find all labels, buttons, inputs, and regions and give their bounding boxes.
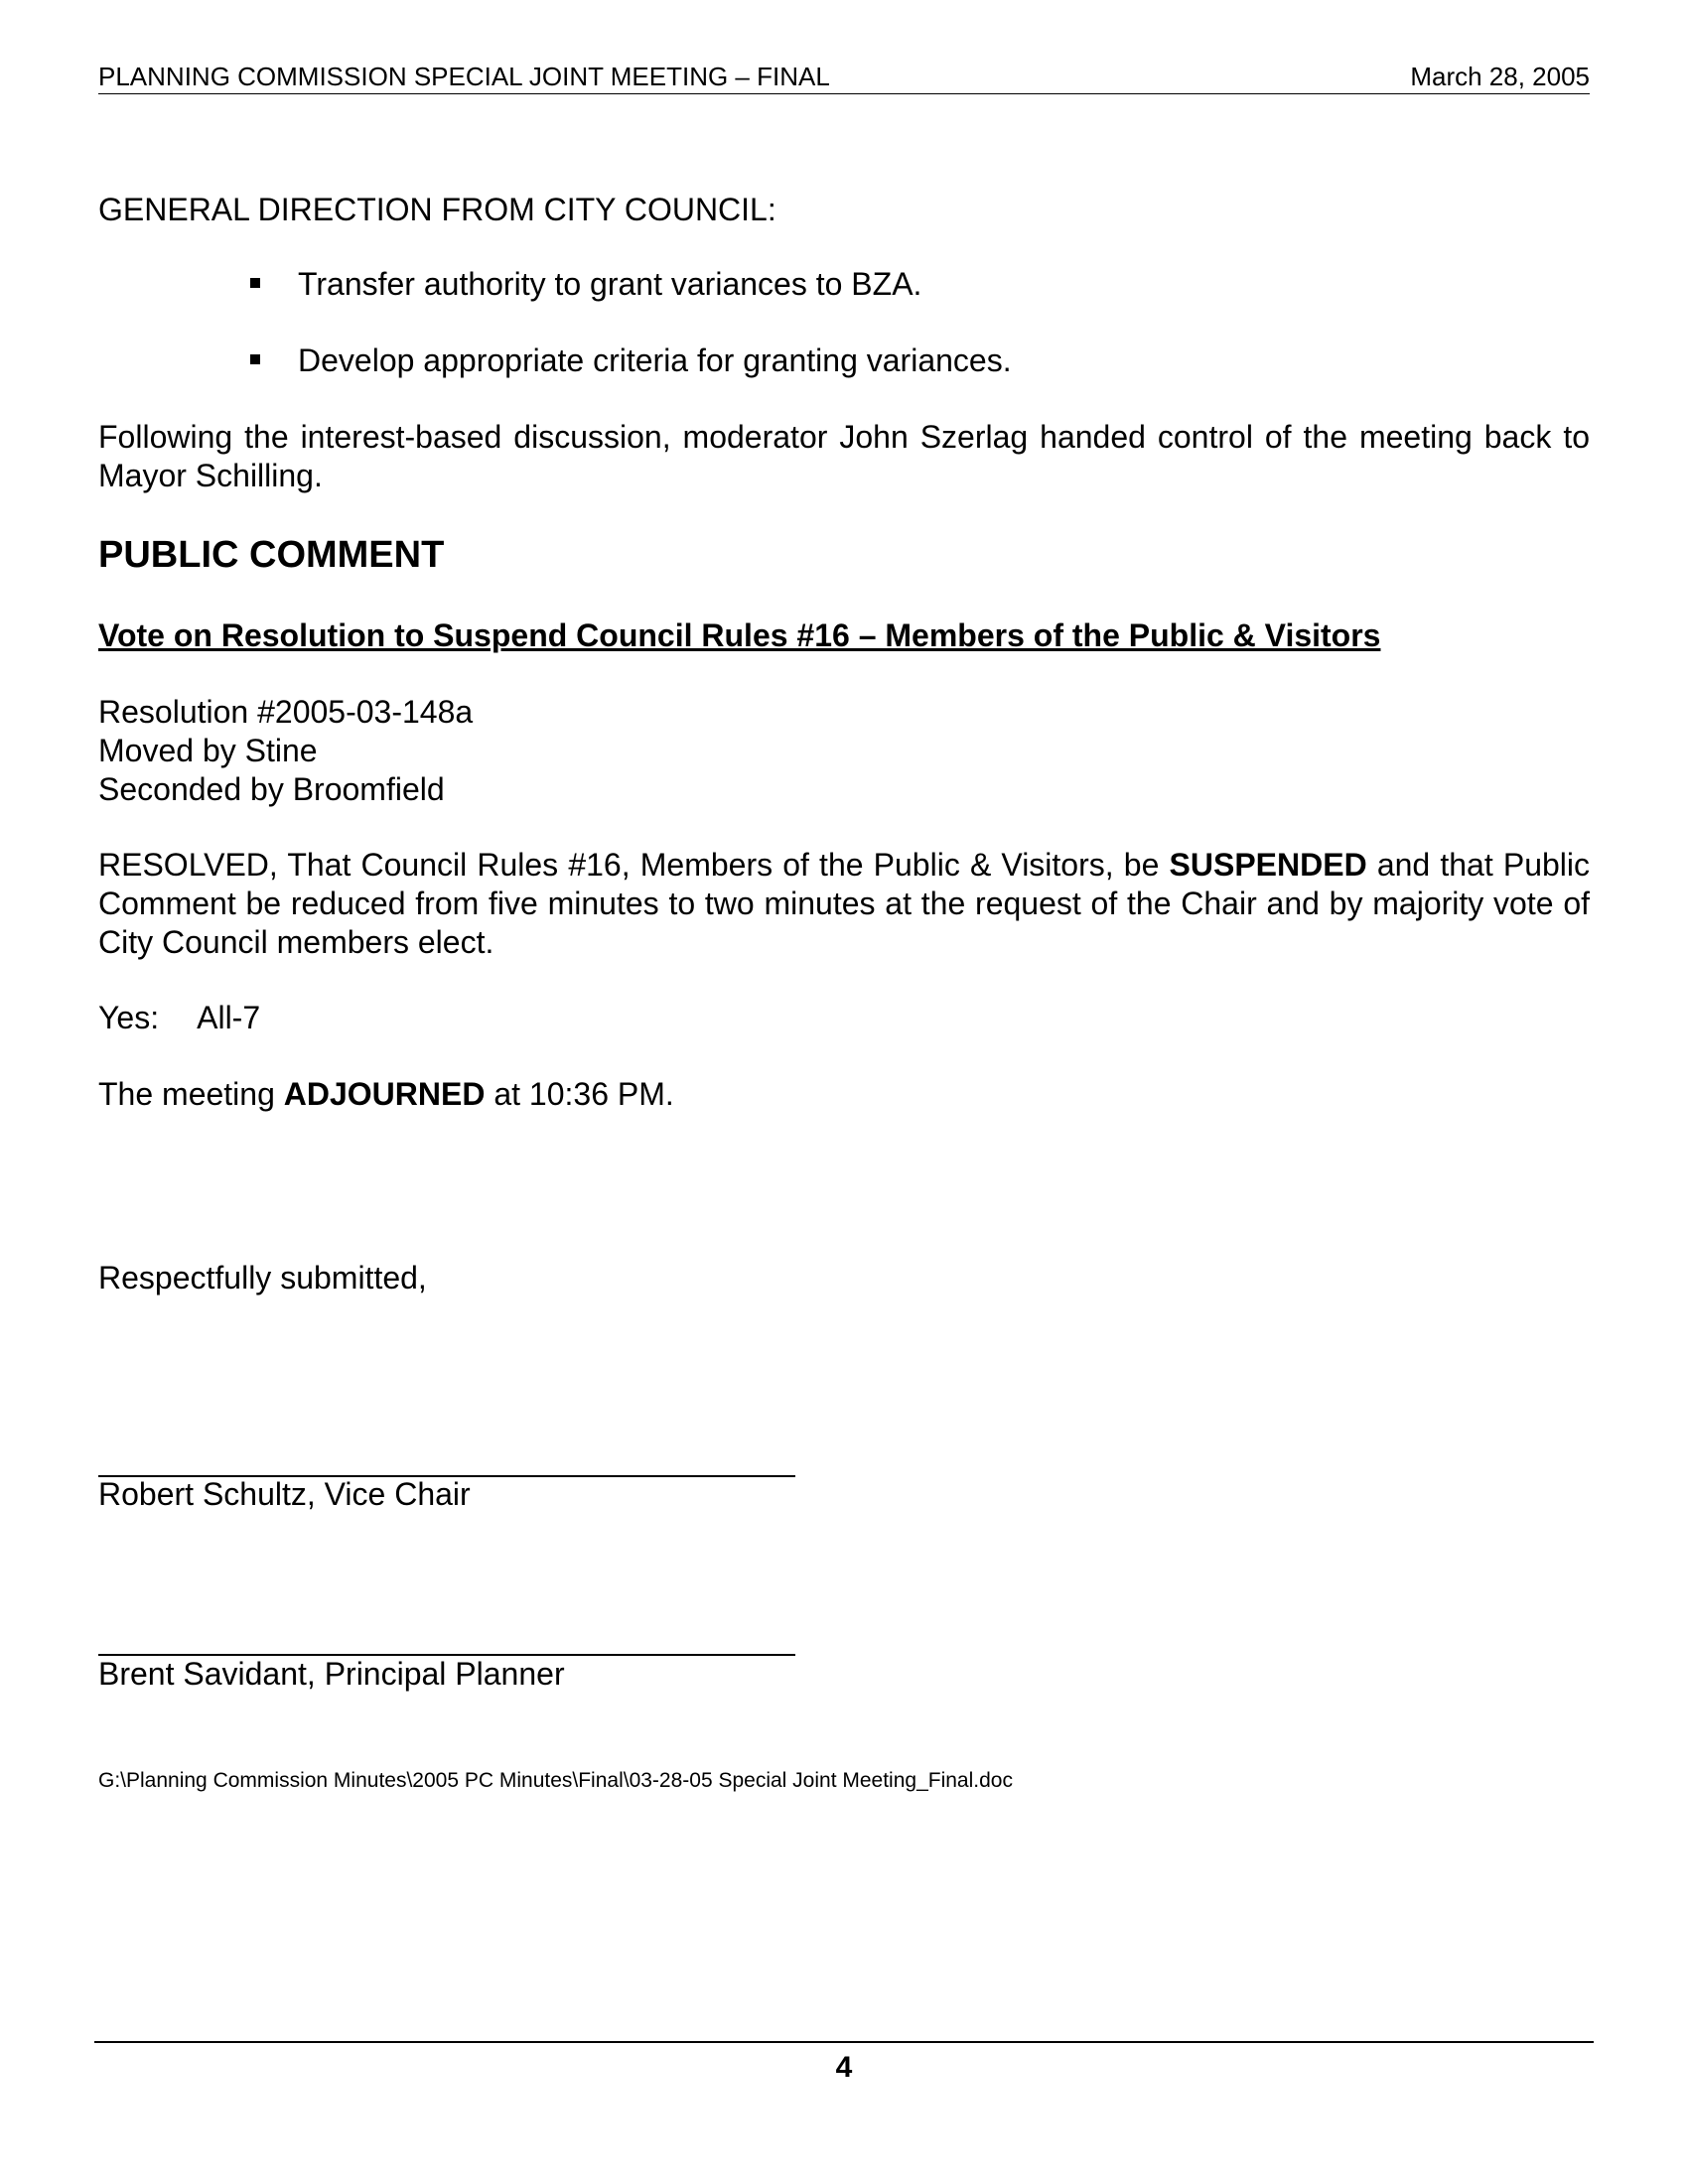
moved-by: Moved by Stine	[98, 733, 318, 768]
vote-value: All-7	[197, 1000, 261, 1035]
square-bullet-icon	[250, 354, 260, 364]
resolved-paragraph	[98, 846, 1590, 962]
adjourned-text-bold: ADJOURNED	[283, 1076, 486, 1112]
general-direction-heading: GENERAL DIRECTION FROM CITY COUNCIL:	[98, 192, 776, 227]
bullet-text: Transfer authority to grant variances to BZA.	[298, 266, 922, 302]
seconded-by: Seconded by Broomfield	[98, 771, 445, 807]
header-date: March 28, 2005	[1410, 62, 1590, 91]
resolved-text-start: RESOLVED, That Council Rules #16, Members of the Public & Visitors, be	[98, 847, 1170, 883]
adjourned-text-end: at 10:36 PM.	[485, 1076, 674, 1112]
file-path: G:\Planning Commission Minutes\2005 PC Minutes\Final\03-28-05 Special Joint Meeting_Final.doc	[98, 1769, 1013, 1792]
page-number: 4	[835, 2051, 853, 2084]
resolved-text-bold: SUSPENDED	[1169, 847, 1367, 883]
public-comment-heading: PUBLIC COMMENT	[98, 534, 445, 576]
signature-name: Robert Schultz, Vice Chair	[98, 1476, 471, 1512]
signature-name: Brent Savidant, Principal Planner	[98, 1656, 565, 1692]
vote-result	[98, 999, 1590, 1037]
page-header	[98, 60, 1590, 94]
resolution-info	[98, 693, 1590, 809]
adjourned-text-start: The meeting	[98, 1076, 284, 1112]
square-bullet-icon	[250, 278, 260, 288]
bullet-text: Develop appropriate criteria for granting variances.	[298, 342, 1012, 378]
footer-rule	[94, 2041, 1594, 2043]
header-title: PLANNING COMMISSION SPECIAL JOINT MEETING – FINAL	[98, 62, 830, 91]
vote-heading: Vote on Resolution to Suspend Council Rules #16 – Members of the Public & Visitors	[98, 617, 1381, 653]
following-paragraph: Following the interest-based discussion, moderator John Szerlag handed control of the meeting back to Mayor Schilling.	[98, 419, 1590, 493]
resolution-number: Resolution #2005-03-148a	[98, 694, 474, 730]
adjourned-line	[98, 1075, 1590, 1114]
closing-text: Respectfully submitted,	[98, 1260, 427, 1296]
vote-label: Yes:	[98, 1000, 160, 1035]
resolved-text-end: and that Public Comment be reduced from five minutes to two minutes at the request of the Chair and by majority vote of City Council members elect.	[98, 847, 1591, 960]
